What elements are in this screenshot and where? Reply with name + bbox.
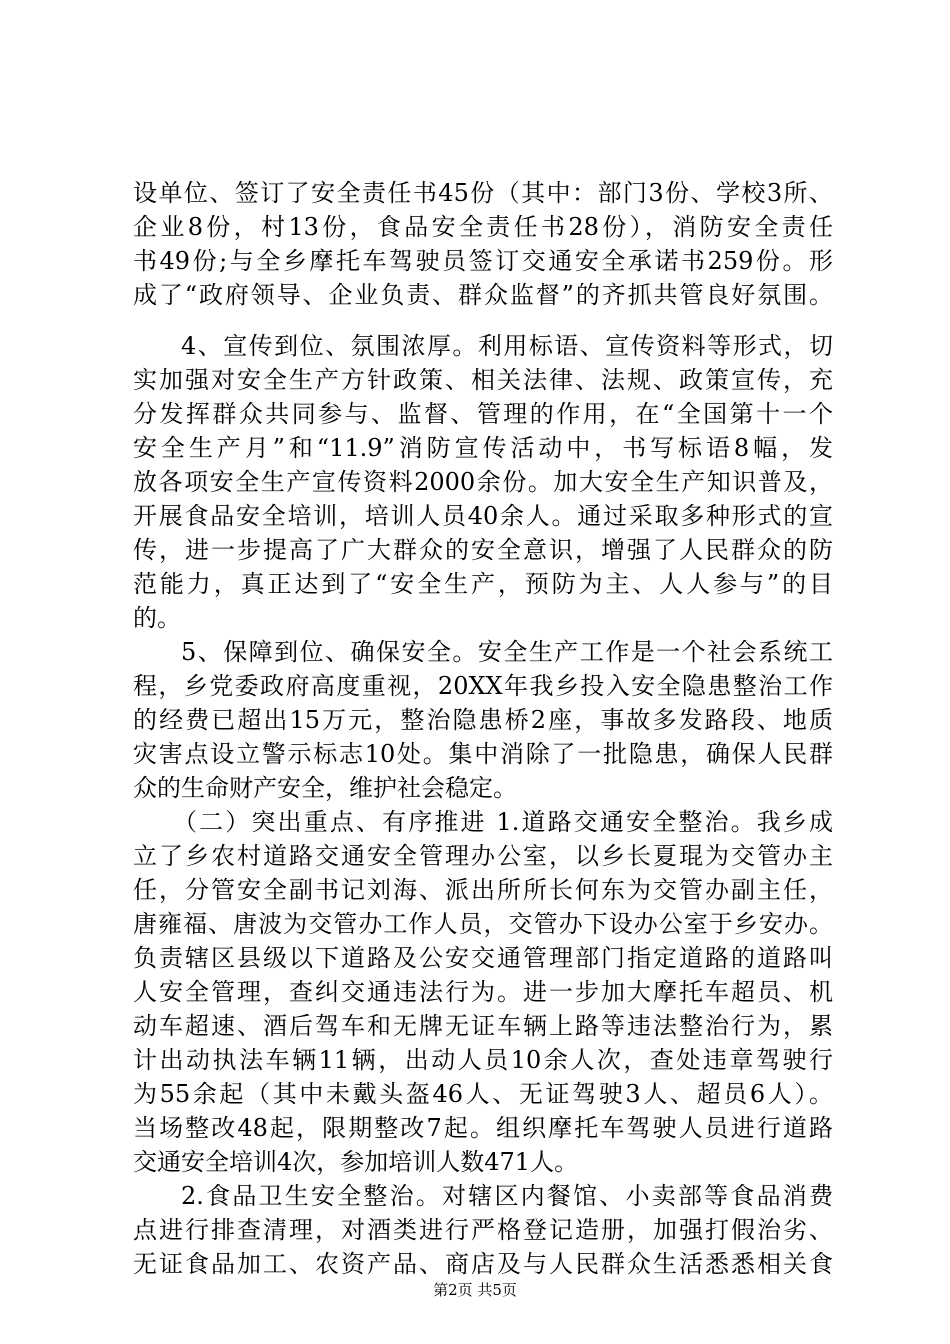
text-line: 设单位、签订了安全责任书45份（其中：部门3份、学校3所、 xyxy=(133,179,833,207)
text-line: 书49份;与全乡摩托车驾驶员签订交通安全承诺书259份。形 xyxy=(133,247,833,275)
page-number-footer: 第2页 共5页 xyxy=(433,1281,517,1299)
text-line: 的经费已超出15万元，整治隐患桥2座，事故多发路段、地质 xyxy=(133,706,833,734)
text-line: 开展食品安全培训，培训人员40余人。通过采取多种形式的宣 xyxy=(133,502,833,530)
text-line: 众的生命财产安全，维护社会稳定。 xyxy=(133,774,517,802)
text-line: 实加强对安全生产方针政策、相关法律、法规、政策宣传，充 xyxy=(133,366,833,394)
text-line: 成了“政府领导、企业负责、群众监督”的齐抓共管良好氛围。 xyxy=(133,281,833,309)
text-line: 当场整改48起，限期整改7起。组织摩托车驾驶人员进行道路 xyxy=(133,1114,833,1142)
text-line: 负责辖区县级以下道路及公安交通管理部门指定道路的道路叫 xyxy=(133,944,833,972)
text-line: 动车超速、酒后驾车和无牌无证车辆上路等违法整治行为，累 xyxy=(133,1012,833,1040)
text-line: 企业8份，村13份，食品安全责任书28份），消防安全责任 xyxy=(133,213,833,241)
text-line: （二）突出重点、有序推进 1.道路交通安全整治。我乡成 xyxy=(173,808,833,836)
text-line: 唐雍福、唐波为交管办工作人员，交管办下设办公室于乡安办。 xyxy=(133,910,833,938)
text-line: 灾害点设立警示标志10处。集中消除了一批隐患，确保人民群 xyxy=(133,740,833,768)
text-line: 的。 xyxy=(133,604,181,632)
text-line: 点进行排查清理，对酒类进行严格登记造册，加强打假治劣、 xyxy=(133,1216,833,1244)
text-line: 2.食品卫生安全整治。对辖区内餐馆、小卖部等食品消费 xyxy=(181,1182,833,1210)
text-line: 人安全管理，查纠交通违法行为。进一步加大摩托车超员、机 xyxy=(133,978,833,1006)
text-line: 分发挥群众共同参与、监督、管理的作用，在“全国第十一个 xyxy=(133,400,833,428)
text-line: 为55余起（其中未戴头盔46人、无证驾驶3人、超员6人）。 xyxy=(133,1080,833,1108)
text-line: 5、保障到位、确保安全。安全生产工作是一个社会系统工 xyxy=(181,638,833,666)
text-line: 立了乡农村道路交通安全管理办公室，以乡长夏琨为交管办主 xyxy=(133,842,833,870)
text-line: 4、宣传到位、氛围浓厚。利用标语、宣传资料等形式，切 xyxy=(181,332,833,360)
text-line: 计出动执法车辆11辆，出动人员10余人次，查处违章驾驶行 xyxy=(133,1046,833,1074)
text-line: 传，进一步提高了广大群众的安全意识，增强了人民群众的防 xyxy=(133,536,833,564)
text-line: 无证食品加工、农资产品、商店及与人民群众生活悉悉相关食 xyxy=(133,1250,833,1278)
text-line: 交通安全培训4次，参加培训人数471人。 xyxy=(133,1148,579,1176)
text-line: 放各项安全生产宣传资料2000余份。加大安全生产知识普及， xyxy=(133,468,833,496)
text-line: 范能力，真正达到了“安全生产，预防为主、人人参与”的目 xyxy=(133,570,833,598)
text-line: 程，乡党委政府高度重视，20XX年我乡投入安全隐患整治工作 xyxy=(133,672,833,700)
text-line: 安全生产月”和“11.9”消防宣传活动中，书写标语8幅，发 xyxy=(133,434,833,462)
text-line: 任，分管安全副书记刘海、派出所所长何东为交管办副主任， xyxy=(133,876,833,904)
